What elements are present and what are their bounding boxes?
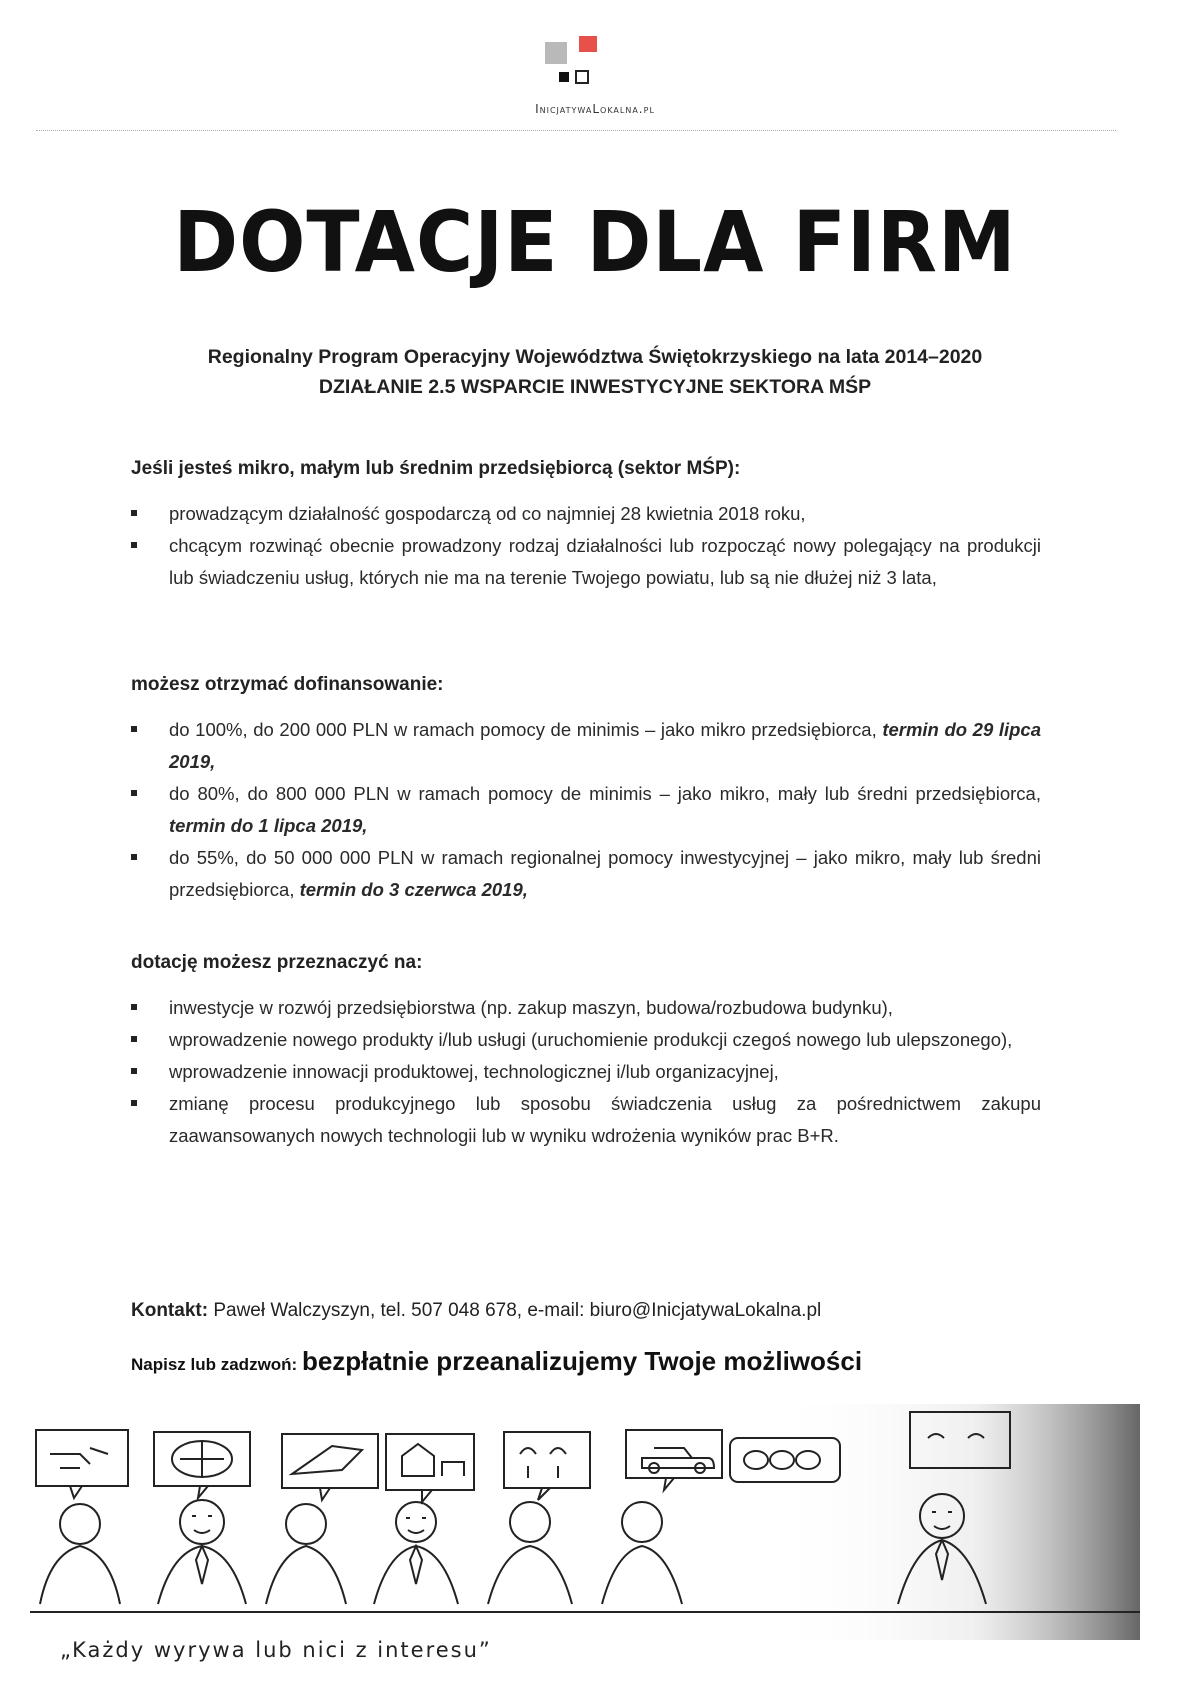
bullet-icon: [131, 542, 137, 548]
bullet-icon: [131, 726, 137, 732]
bullet-icon: [131, 790, 137, 796]
action-name: DZIAŁANIE 2.5 WSPARCIE INWESTYCYJNE SEKTORA MŚP: [318, 376, 872, 398]
deadline: termin do 1 lipca 2019,: [169, 815, 368, 836]
bullet-icon: [131, 854, 137, 860]
email-label: e-mail:: [527, 1300, 585, 1321]
list-item: chcącym rozwinąć obecnie prowadzony rodzaj działalności lub rozpocząć nowy polegający na produkcji lub świadczeniu usług, których nie ma na terenie Twojego powiatu, lub są nie dłużej niż 3 lata,: [131, 530, 1041, 594]
contact-label: Kontakt:: [131, 1300, 209, 1321]
bullet-icon: [131, 1068, 137, 1074]
list-item: wprowadzenie innowacji produktowej, technologicznej i/lub organizacyjnej,: [131, 1056, 1041, 1088]
purposes-list: [131, 992, 1041, 1152]
deadline: termin do 29 lipca 2019,: [169, 719, 1041, 772]
logo-black-square: [559, 72, 569, 82]
bullet-icon: [131, 1004, 137, 1010]
email-link[interactable]: biuro@InicjatywaLokalna.pl: [584, 1300, 822, 1321]
site-name: InicjatywaLokalna.pl: [535, 102, 655, 116]
eligibility-list: [131, 498, 1041, 594]
program-name: Regionalny Program Operacyjny Województwa Świętokrzyskiego na lata 2014–2020: [207, 346, 983, 368]
deadline: termin do 3 czerwca 2019,: [299, 879, 528, 900]
list-item: inwestycje w rozwój przedsiębiorstwa (np. zakup maszyn, budowa/rozbudowa budynku),: [131, 992, 1041, 1024]
contact-person: Paweł Walczyszyn, tel. 507 048 678,: [208, 1300, 528, 1321]
call-to-action: [131, 1346, 862, 1377]
list-item: do 100%, do 200 000 PLN w ramach pomocy de minimis – jako mikro przedsiębiorca, termin do 29 lipca 2019,: [131, 714, 1041, 778]
eligibility-heading: Jeśli jesteś mikro, małym lub średnim przedsiębiorcą (sektor MŚP):: [131, 458, 741, 479]
bullet-icon: [131, 1036, 137, 1042]
header-divider: [36, 130, 1116, 131]
logo-outline-square: [575, 70, 589, 84]
list-item: do 55%, do 50 000 000 PLN w ramach regionalnej pomocy inwestycyjnej – jako mikro, mały lub średni przedsiębiorca, termin do 3 czerwca 2019,: [131, 842, 1041, 906]
callout-lead: Napisz lub zadzwoń:: [131, 1355, 302, 1374]
logo: [545, 36, 605, 92]
list-item: wprowadzenie nowego produkty i/lub usługi (uruchomienie produkcji czegoś nowego lub ulepszonego),: [131, 1024, 1041, 1056]
logo-red-square: [579, 36, 597, 52]
slogan: „Każdy wyrywa lub nici z interesu”: [60, 1638, 492, 1662]
funding-list: [131, 714, 1041, 906]
business-people-illustration: [30, 1404, 1140, 1640]
contact-line: [131, 1300, 821, 1322]
bullet-icon: [131, 1100, 137, 1106]
list-item: do 80%, do 800 000 PLN w ramach pomocy de minimis – jako mikro, mały lub średni przedsiębiorca, termin do 1 lipca 2019,: [131, 778, 1041, 842]
purposes-heading: dotację możesz przeznaczyć na:: [131, 952, 423, 973]
list-item: zmianę procesu produkcyjnego lub sposobu świadczenia usług za pośrednictwem zakupu zaawansowanych nowych technologii lub w wyniku wdrożenia wyników prac B+R.: [131, 1088, 1041, 1152]
list-item: prowadzącym działalność gospodarczą od co najmniej 28 kwietnia 2018 roku,: [131, 498, 1041, 530]
bullet-icon: [131, 510, 137, 516]
funding-heading: możesz otrzymać dofinansowanie:: [131, 674, 444, 695]
callout-strong: bezpłatnie przeanalizujemy Twoje możliwości: [301, 1346, 863, 1376]
logo-gray-square: [545, 42, 567, 64]
page-title: DOTACJE DLA FIRM: [173, 194, 1017, 292]
